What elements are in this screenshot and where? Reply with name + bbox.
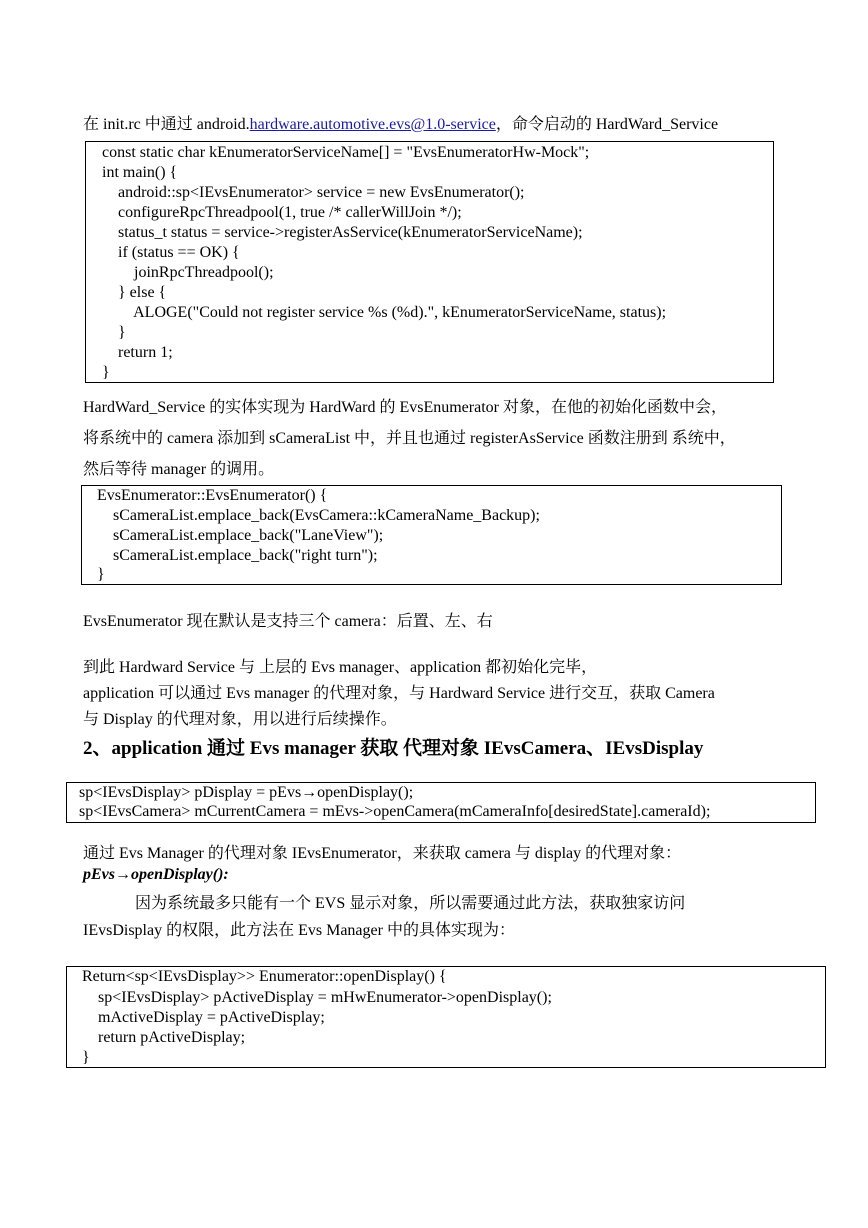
paragraph-line: 然后等待 manager 的调用。 [83,461,275,478]
code-line: mActiveDisplay = pActiveDisplay; [82,1009,325,1026]
code-line: sp<IEvsDisplay> pActiveDisplay = mHwEnumerator->openDisplay(); [82,989,552,1006]
code-line: } [102,324,126,341]
code-line: android::sp<IEvsEnumerator> service = new EvsEnumerator(); [102,184,525,201]
code-line: ALOGE("Could not register service %s (%d).", kEnumeratorServiceName, status); [102,304,667,321]
paragraph-line: 与 Display 的代理对象，用以进行后续操作。 [83,711,397,728]
code-block-main [85,141,774,383]
code-line: } [97,566,105,583]
code-line: return pActiveDisplay; [82,1029,246,1046]
code-block-proxy [66,782,816,823]
method-title: pEvs→openDisplay(): [83,866,229,883]
paragraph-line: application 可以通过 Evs manager 的代理对象，与 Hardward Service 进行交互，获取 Camera [83,685,715,702]
paragraph-line: IEvsDisplay 的权限，此方法在 Evs Manager 中的具体实现为： [83,922,515,939]
code-block-constructor [81,485,782,585]
code-line: } [102,364,110,381]
code-line: configureRpcThreadpool(1, true /* callerWillJoin */); [102,204,462,221]
intro-suffix: ，命令启动的 HardWard_Service [495,116,719,133]
service-link[interactable]: hardware.automotive.evs@1.0-service [249,116,496,133]
paragraph-line: HardWard_Service 的实体实现为 HardWard 的 EvsEnumerator 对象，在他的初始化函数中会， [83,399,727,416]
code-line: const static char kEnumeratorServiceName[] = "EvsEnumeratorHw-Mock"; [102,144,590,161]
code-line: return 1; [102,344,173,361]
intro-prefix: 在 init.rc 中通过 android. [83,116,250,133]
code-line: sp<IEvsDisplay> pDisplay = pEvs→openDisplay(); [79,784,414,801]
code-line: sCameraList.emplace_back("right turn"); [97,547,378,564]
paragraph-line: EvsEnumerator 现在默认是支持三个 camera：后置、左、右 [83,613,493,630]
paragraph-line: 通过 Evs Manager 的代理对象 IEvsEnumerator，来获取 camera 与 display 的代理对象： [83,845,682,862]
code-line: sp<IEvsCamera> mCurrentCamera = mEvs->openCamera(mCameraInfo[desiredState].cameraId); [79,803,711,820]
code-line: } else { [102,284,167,301]
code-line: if (status == OK) { [102,244,240,261]
code-line: Return<sp<IEvsDisplay>> Enumerator::openDisplay() { [82,968,447,985]
paragraph-line: 因为系统最多只能有一个 EVS 显示对象，所以需要通过此方法，获取独家访问 [135,895,686,912]
paragraph-line: 到此 Hardward Service 与 上层的 Evs manager、application 都初始化完毕， [83,659,598,676]
code-block-open-display [66,966,826,1068]
intro-line [83,111,718,134]
code-line: EvsEnumerator::EvsEnumerator() { [97,487,328,504]
code-line: sCameraList.emplace_back("LaneView"); [97,527,384,544]
code-line: joinRpcThreadpool(); [102,264,274,281]
code-line: } [82,1049,90,1066]
code-line: sCameraList.emplace_back(EvsCamera::kCameraName_Backup); [97,507,540,524]
code-line: status_t status = service->registerAsService(kEnumeratorServiceName); [102,224,583,241]
paragraph-line: 将系统中的 camera 添加到 sCameraList 中，并且也通过 registerAsService 函数注册到 系统中， [83,430,736,447]
code-line: int main() { [102,164,178,181]
section-heading: 2、application 通过 Evs manager 获取 代理对象 IEvsCamera、IEvsDisplay [83,738,704,759]
